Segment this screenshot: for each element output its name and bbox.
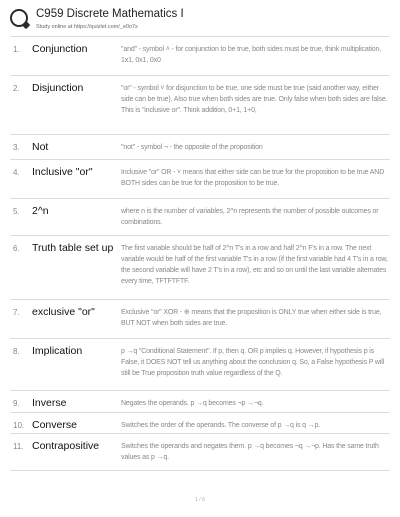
quizlet-logo-icon [10,9,28,27]
item-number: 1. [13,45,20,54]
item-term: Inclusive "or" [32,166,93,178]
list-item [10,299,390,338]
item-term: Truth table set up [32,242,114,254]
list-item [10,159,390,198]
item-number: 6. [13,244,20,253]
item-definition: p →q "Conditional Statement". If p, then q. OR p implies q. However, if hypothesis p is False, it DOES NOT tell us anything about the conclusion q. So, a False hypothesis P will still be True proposition truth value regardless of the Q. [121,348,385,377]
item-number: 9. [13,399,20,408]
list-item [10,235,390,299]
list-item [10,338,390,390]
item-definition: Switches the order of the operands. The converse of p →q is q →p. [121,422,321,429]
item-number: 4. [13,168,20,177]
list-item [10,75,390,134]
list-item [10,36,390,75]
item-definition: "or" - symbol ˅ for disjunction to be true, one side must be true (said another way, either side can be true). Also true when both sides are true. Only false when both sides are false. This is "inclusive or". Think addition, 0+1, 1+0, [121,85,388,114]
item-definition: Negates the operands. p →q becomes ¬p →¬q. [121,400,264,407]
list-item [10,134,390,159]
item-term: Contrapositive [32,440,100,452]
list-item [10,390,390,412]
item-number: 8. [13,347,20,356]
item-number: 5. [13,207,20,216]
item-number: 3. [13,143,20,152]
list-item [10,198,390,235]
item-term: Conjunction [32,43,88,55]
item-term: 2^n [32,205,49,217]
list-item [10,433,390,471]
item-term: Disjunction [32,82,84,94]
item-definition: "and" - symbol ˄ - for conjunction to be true, both sides must be true, think multiplication, 1x1, 0x1, 0x0 [121,46,382,64]
item-number: 7. [13,308,20,317]
item-term: Not [32,141,49,153]
item-definition: "not" - symbol ¬ - the opposite of the proposition [121,144,263,151]
item-term: Converse [32,419,77,431]
term-list [10,36,390,471]
item-term: Implication [32,345,83,357]
page-subtitle: Study online at https://quizlet.com/_e0o7s [36,24,138,30]
list-item [10,412,390,433]
item-definition: The first variable should be half of 2^n T's in a row and half 2^n F's in a row. The next variable would be half of the first variable T's in a row (if the first variable had 4 T's in a row, the second variable will have 2 T's in a row), etc and so on until the last variable alternates every time, TFTFTFTF. [121,245,388,285]
item-definition: Inclusive "or" OR - ˅ means that either side can be true for the proposition to be true AND BOTH sides can be true for the proposition to be true. [121,169,385,187]
item-number: 10. [13,421,25,430]
item-number: 11. [13,442,24,451]
item-term: Inverse [32,397,67,409]
item-definition: Exclusive "or" XOR - ⊕ means that the proposition is ONLY true when either side is true, BUT NOT when both sides are true. [121,309,382,327]
item-definition: Switches the operands and negates them. p →q becomes ¬q →¬p. Has the same truth values as p →q. [121,443,379,461]
item-term: exclusive "or" [32,306,95,318]
header [10,7,390,35]
page-number: 1 / 6 [195,497,205,503]
item-number: 2. [13,84,20,93]
item-definition: where n is the number of variables, 2^n represents the number of possible outcomes or combinations. [121,208,379,226]
page-title: C959 Discrete Mathematics I [36,8,184,20]
